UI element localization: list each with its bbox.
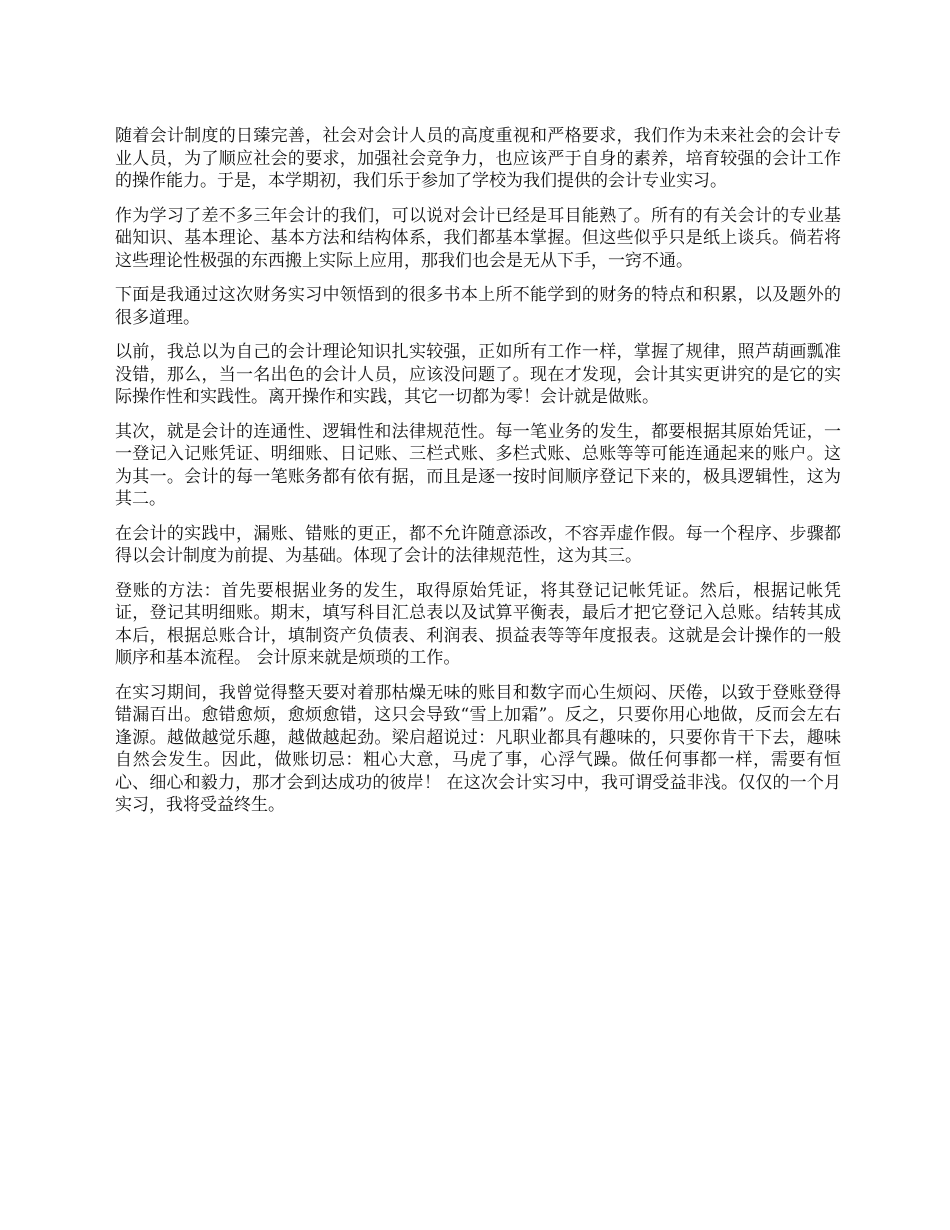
paragraph-logic: 其次，就是会计的连通性、逻辑性和法律规范性。每一笔业务的发生，都要根据其原始凭证，一一登记入记账凭证、明细账、日记账、三栏式账、多栏式账、总账等等可能连通起来的账户。这为其一。会计的每一笔账务都有依有据，而且是逐一按时间顺序登记下来的，极具逻辑性，这为其二。: [115, 421, 841, 509]
paragraph-intro: 随着会计制度的日臻完善，社会对会计人员的高度重视和严格要求，我们作为未来社会的会计专业人员，为了顺应社会的要求，加强社会竞争力，也应该严于自身的素养，培育较强的会计工作的操作能力。于是，本学期初，我们乐于参加了学校为我们提供的会计专业实习。: [115, 126, 841, 191]
paragraph-overview: 下面是我通过这次财务实习中领悟到的很多书本上所不能学到的财务的特点和积累，以及题外的很多道理。: [115, 285, 841, 328]
paragraph-legal: 在会计的实践中，漏账、错账的更正，都不允许随意添改，不容弄虚作假。每一个程序、步骤都得以会计制度为前提、为基础。体现了会计的法律规范性，这为其三。: [115, 523, 841, 566]
document-page: [115, 125, 841, 829]
paragraph-conclusion: 在实习期间，我曾觉得整天要对着那枯燥无味的账目和数字而心生烦闷、厌倦，以致于登账登得错漏百出。愈错愈烦，愈烦愈错，这只会导致“雪上加霜”。反之，只要你用心地做，反而会左右逢源。越做越觉乐趣，越做越起劲。梁启超说过：凡职业都具有趣味的，只要你肯干下去，趣味自然会发生。因此，做账切忌：粗心大意，马虎了事，心浮气躁。做任何事都一样，需要有恒心、细心和毅力，那才会到达成功的彼岸！ 在这次会计实习中，我可谓受益非浅。仅仅的一个月实习，我将受益终生。: [115, 682, 841, 815]
paragraph-method: 登账的方法：首先要根据业务的发生，取得原始凭证，将其登记记帐凭证。然后，根据记帐凭证，登记其明细账。期末，填写科目汇总表以及试算平衡表，最后才把它登记入总账。结转其成本后，根据总账合计，填制资产负债表、利润表、损益表等等年度报表。这就是会计操作的一般顺序和基本流程。 会计原来就是烦琐的工作。: [115, 580, 841, 668]
paragraph-background: 作为学习了差不多三年会计的我们，可以说对会计已经是耳目能熟了。所有的有关会计的专业基础知识、基本理论、基本方法和结构体系，我们都基本掌握。但这些似乎只是纸上谈兵。倘若将这些理论性极强的东西搬上实际上应用，那我们也会是无从下手，一窍不通。: [115, 205, 841, 271]
paragraph-practice: 以前，我总以为自己的会计理论知识扎实较强，正如所有工作一样，掌握了规律，照芦葫画瓢准没错，那么，当一名出色的会计人员，应该没问题了。现在才发现，会计其实更讲究的是它的实际操作性和实践性。离开操作和实践，其它一切都为零！会计就是做账。: [115, 342, 841, 407]
